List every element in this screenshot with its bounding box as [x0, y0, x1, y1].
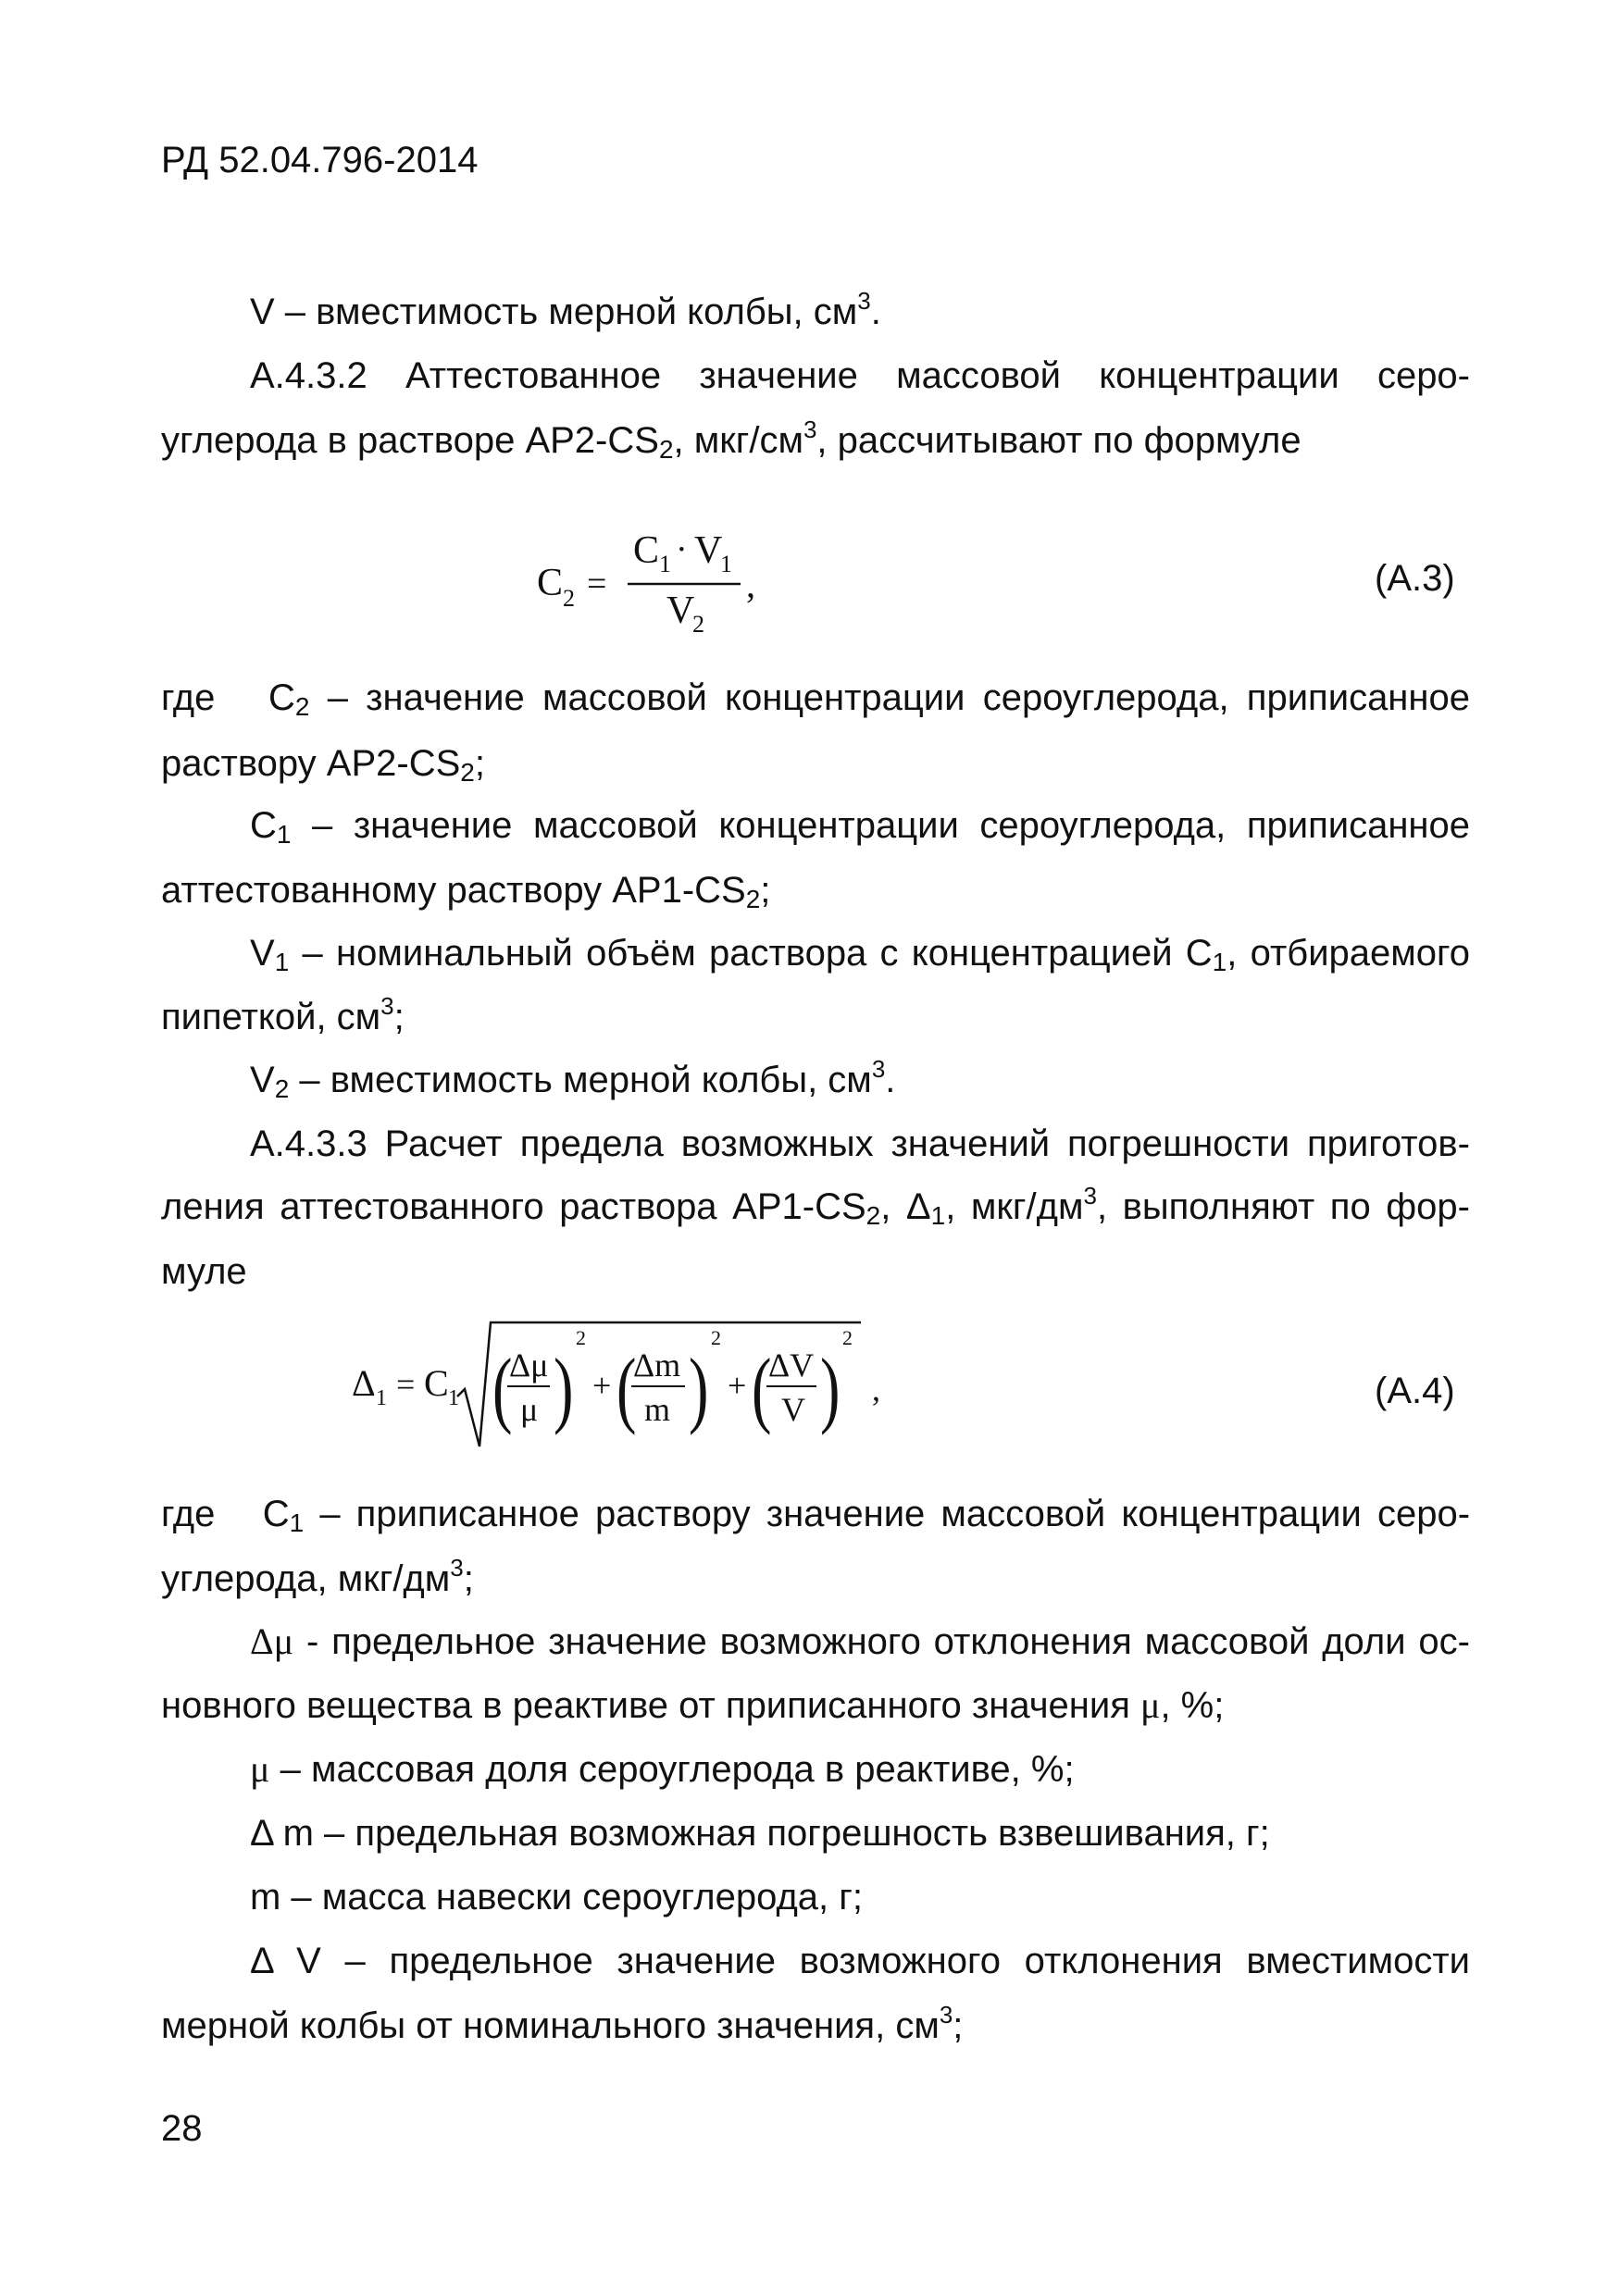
formula-a3-dot: · [676, 530, 688, 569]
formula-a4-t3-rparen: ) [820, 1341, 841, 1436]
formula-a4-t3-lparen: ( [752, 1341, 772, 1436]
definition-c2: где $C_2$ – значение массовой концентрации сероуглерода, приписанное [161, 677, 1470, 721]
formula-a3 [518, 514, 796, 652]
formula-a4-t1-lparen: ( [492, 1341, 513, 1436]
definition-mu: μ – массовая доля сероуглерода в реактиве, %; [250, 1748, 1075, 1790]
definition-v1: $V_1$ – номинальный объём раствора с концентрацией $C_1$, отбираемого [250, 933, 1470, 976]
formula-a3-num-c-sub: 1 [659, 551, 671, 577]
formula-a3-num-v-sub: 1 [720, 551, 732, 577]
formula-a4-t2-rparen: ) [689, 1341, 709, 1436]
formula-a4-lhs: Δ [352, 1362, 376, 1404]
paragraph-a432-line-2: углерода в растворе $АР2-CS_2$, мкг/$см^3$, рассчитывают по формуле [161, 415, 1301, 464]
formula-a4-comma: , [872, 1371, 880, 1408]
formula-a4-c-sub: 1 [448, 1386, 459, 1410]
formula-a4-lhs-sub: 1 [376, 1386, 387, 1410]
formula-a4-t2-exp: 2 [711, 1326, 721, 1349]
formula-a3-den-v: V [666, 590, 695, 632]
formula-a4-t2-lparen: ( [616, 1341, 637, 1436]
formula-a4-equals: = [396, 1366, 416, 1403]
formula-a3-den-v-sub: 2 [692, 611, 704, 638]
formula-a4-t3-num: ΔV [768, 1347, 815, 1384]
paragraph-a433-line-3: муле [161, 1251, 247, 1292]
definition-c1-a4-cont: углерода, мкг/$дм^3$; [161, 1553, 474, 1599]
document-header-code: РД 52.04.796-2014 [161, 140, 479, 180]
formula-a3-comma: , [746, 564, 755, 605]
definition-c1-a4: где $C_1$ – приписанное раствору значение массовой концентрации серо- [161, 1494, 1471, 1537]
formula-a3-lhs: C [537, 562, 564, 604]
formula-a4-plus-1: + [592, 1367, 612, 1404]
paragraph-a432-line-1: А.4.3.2 Аттестованное значение массовой концентрации серо- [250, 355, 1470, 396]
formula-a4-t1-num: Δμ [509, 1347, 549, 1384]
definition-delta-m: Δ m – предельная возможная погрешность взвешивания, г; [250, 1813, 1270, 1854]
page-number: 28 [161, 2108, 203, 2149]
definition-v-volume: V – вместимость мерной колбы, $см^3$. [250, 286, 881, 332]
definition-delta-v: Δ V – предельное значение возможного отклонения вместимости [250, 1941, 1470, 1981]
formula-a4-t3-exp: 2 [842, 1326, 853, 1349]
definition-v1-cont: пипеткой, $см^3$; [161, 991, 405, 1037]
formula-a4-t1-den: μ [520, 1391, 539, 1428]
formula-a4-t3-den: V [781, 1391, 805, 1428]
definition-delta-mu-cont: новного вещества в реактиве от приписанного значения μ, %; [161, 1684, 1225, 1726]
equation-number-a3: (А.3) [1375, 558, 1455, 599]
formula-a4-t2-num: Δm [633, 1347, 681, 1384]
formula-a4-plus-2: + [728, 1367, 747, 1404]
definition-v2: $V_2$ – вместимость мерной колбы, $см^3$. [250, 1054, 896, 1103]
formula-a4 [342, 1300, 898, 1458]
formula-a4-t1-rparen: ) [554, 1341, 574, 1436]
definition-delta-v-cont: мерной колбы от номинального значения, $см^3$; [161, 2000, 964, 2046]
formula-a4-t1-exp: 2 [576, 1326, 586, 1349]
definition-delta-mu: Δμ - предельное значение возможного отклонения массовой доли ос- [250, 1620, 1470, 1662]
definition-c2-cont: раствору $АР2-CS_2$; [161, 743, 485, 787]
paragraph-a433-line-1: А.4.3.3 Расчет предела возможных значений погрешности приготов- [250, 1123, 1470, 1164]
paragraph-a433-line-2: ления аттестованного раствора $АР1-CS_2$, $\Delta_1$, мкг/$дм^3$, выполняют по фор- [161, 1181, 1470, 1230]
definition-m: m – масса навески сероуглерода, г; [250, 1877, 863, 1917]
formula-a3-num-c: C [633, 529, 660, 572]
formula-a4-c: C [424, 1362, 449, 1404]
definition-c1-cont: аттестованному раствору $АР1-CS_2$; [161, 870, 771, 913]
formula-a3-equals: = [587, 565, 607, 603]
equation-number-a4: (А.4) [1375, 1371, 1455, 1411]
definition-c1: $C_1$ – значение массовой концентрации сероуглерода, приписанное [250, 805, 1470, 849]
formula-a4-t2-den: m [644, 1391, 671, 1428]
formula-a3-lhs-sub: 2 [563, 585, 575, 612]
formula-a3-num-v: V [694, 529, 723, 572]
